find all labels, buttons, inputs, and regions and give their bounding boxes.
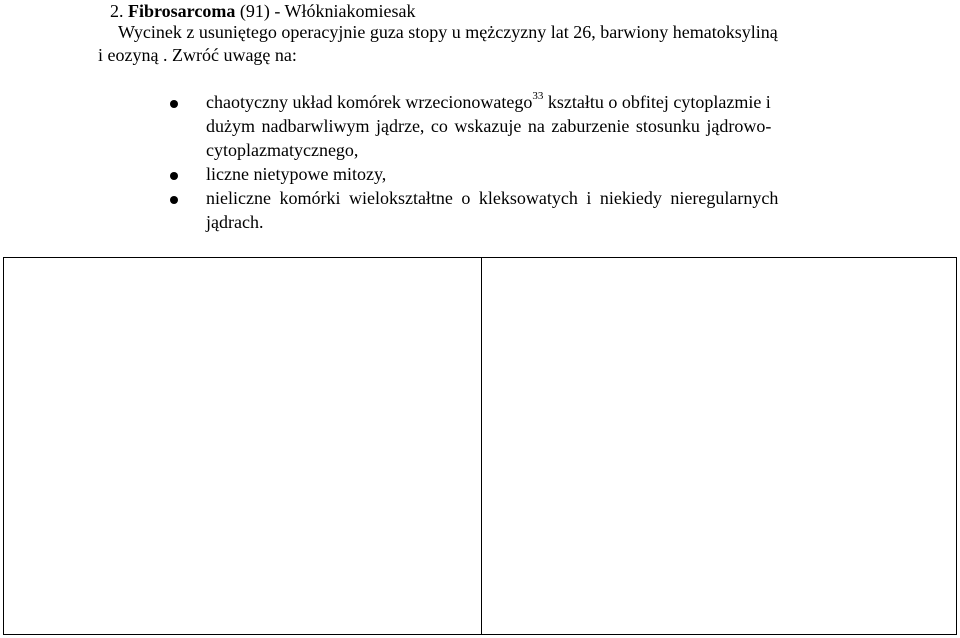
specimen-polish-name: Włókniakomiesak bbox=[284, 1, 416, 21]
footnote-marker: 33 bbox=[532, 90, 544, 102]
specimen-code: (91) bbox=[239, 1, 270, 21]
heading-separator: - bbox=[274, 1, 281, 21]
section-heading bbox=[110, 0, 415, 22]
drawing-frame bbox=[3, 257, 957, 635]
bullet-icon bbox=[170, 196, 178, 204]
frame-divider bbox=[481, 258, 482, 634]
section-number: 2. bbox=[110, 1, 124, 21]
bullet-icon bbox=[170, 100, 178, 108]
description-line-2: i eozyną . Zwróć uwagę na: bbox=[98, 45, 297, 65]
feature-3-line-1: nieliczne komórki wielokształtne o kleksowatych i niekiedy nieregularnych bbox=[206, 188, 779, 208]
feature-2-line-1: liczne nietypowe mitozy, bbox=[206, 164, 387, 184]
specimen-description bbox=[98, 21, 858, 67]
feature-3-line-2: jądrach. bbox=[206, 212, 264, 232]
bullet-icon bbox=[170, 172, 178, 180]
specimen-name: Fibrosarcoma bbox=[128, 1, 236, 21]
feature-1-text-pre: chaotyczny układ komórek wrzecionowatego bbox=[206, 92, 533, 112]
feature-1-line-3: cytoplazmatycznego, bbox=[206, 140, 359, 160]
feature-1-line-2: dużym nadbarwliwym jądrze, co wskazuje na zaburzenie stosunku jądrowo- bbox=[206, 116, 772, 136]
feature-1-text-post: kształtu o obfitej cytoplazmie i bbox=[547, 92, 771, 112]
feature-1-line-1 bbox=[206, 90, 771, 114]
description-line-1: Wycinek z usuniętego operacyjnie guza stopy u mężczyzny lat 26, barwiony hematoksyliną bbox=[118, 22, 778, 42]
